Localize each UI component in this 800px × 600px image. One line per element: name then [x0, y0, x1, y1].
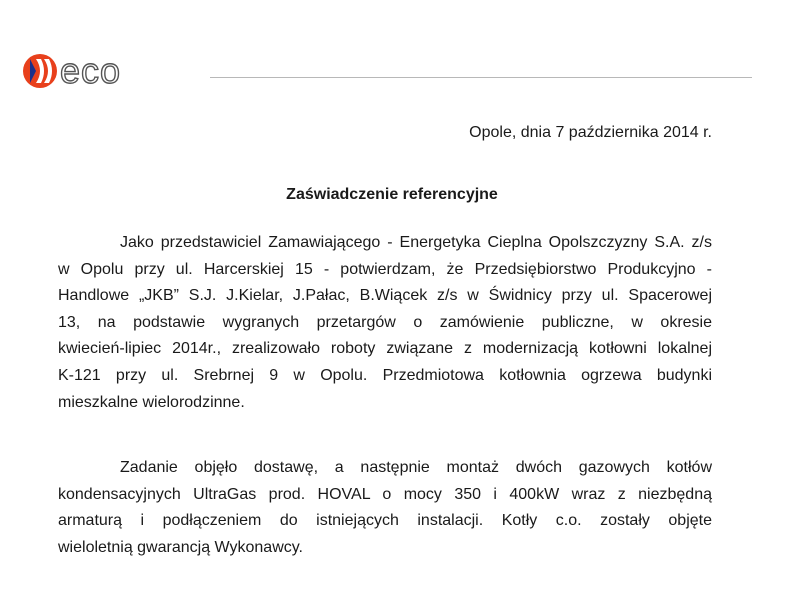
- date-line: Opole, dnia 7 października 2014 r.: [469, 124, 712, 141]
- text-line: mieszkalne wielorodzinne.: [58, 393, 245, 411]
- text-line: 13, na podstawie wygranych przetargów o zamówienie publiczne, w okresie: [58, 313, 712, 331]
- svg-text:eco: eco: [60, 51, 122, 91]
- flame-logo-icon: [22, 51, 152, 91]
- paragraph-2: [58, 455, 712, 561]
- text-line: kwiecień-lipiec 2014r., zrealizowało roboty związane z modernizacją kotłowni lokalnej: [58, 340, 712, 358]
- text-line: armaturą i podłączeniem do istniejących instalacji. Kotły c.o. zostały objęte: [58, 512, 712, 530]
- paragraph-1: [58, 230, 712, 416]
- text-line: Zadanie objęło dostawę, a następnie montaż dwóch gazowych kotłów: [120, 459, 712, 476]
- text-line: wieloletnią gwarancją Wykonawcy.: [58, 538, 303, 556]
- text-line: w Opolu przy ul. Harcerskiej 15 - potwierdzam, że Przedsiębiorstwo Produkcyjno -: [58, 260, 712, 278]
- eco-logo: [22, 51, 152, 91]
- document-title: Zaświadczenie referencyjne: [286, 186, 498, 203]
- header-rule: [210, 77, 752, 78]
- text-line: Handlowe „JKB” S.J. J.Kielar, J.Pałac, B.Wiącek z/s w Świdnicy przy ul. Spacerowej: [58, 287, 712, 305]
- text-line: kondensacyjnych UltraGas prod. HOVAL o mocy 350 i 400kW wraz z niezbędną: [58, 485, 712, 503]
- text-line: K-121 przy ul. Srebrnej 9 w Opolu. Przedmiotowa kotłownia ogrzewa budynki: [58, 366, 712, 384]
- text-line: Jako przedstawiciel Zamawiającego - Energetyka Cieplna Opolszczyzny S.A. z/s: [120, 234, 712, 251]
